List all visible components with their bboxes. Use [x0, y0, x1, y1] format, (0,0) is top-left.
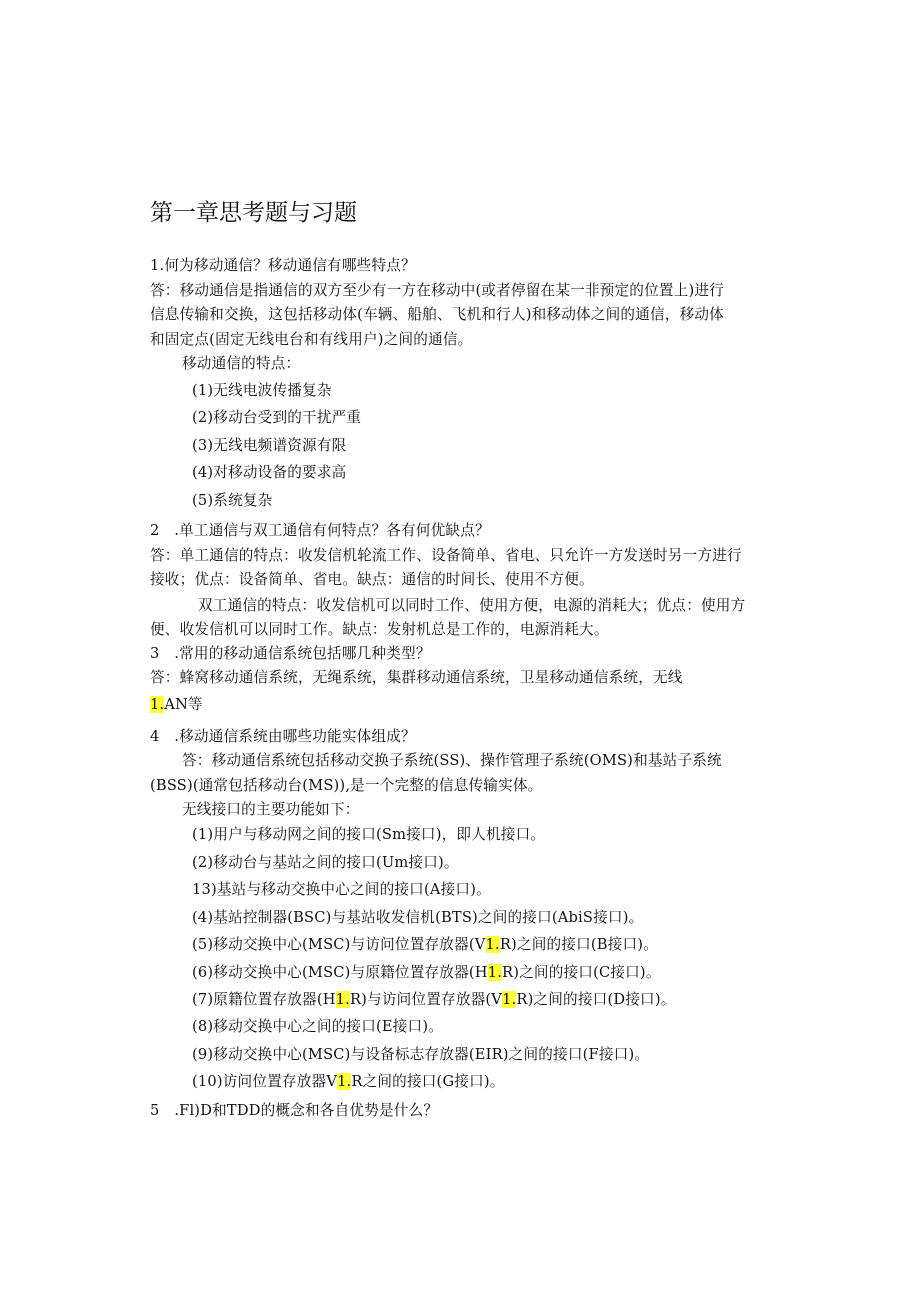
list-item: (2)移动台与基站之间的接口(Um接口)。 — [192, 854, 459, 871]
highlighted-text: 1. — [335, 991, 350, 1008]
list-item: (5)系统复杂 — [192, 492, 273, 509]
answer-line: (BSS)(通常包括移动台(MS)),是一个完整的信息传输实体。 — [150, 777, 543, 794]
answer-line: 便、收发信机可以同时工作。缺点：发射机总是工作的，电源消耗大。 — [150, 621, 609, 638]
answer-line: 答：蜂窝移动通信系统，无绳系统，集群移动通信系统，卫星移动通信系统，无线 — [150, 669, 683, 686]
list-item: (1)无线电波传播复杂 — [192, 382, 332, 399]
highlighted-text: 1. — [485, 936, 500, 953]
highlighted-text: 1. — [337, 1073, 352, 1090]
list-item: (3)无线电频谱资源有限 — [192, 437, 347, 454]
answer-line: 和固定点(固定无线电台和有线用户)之间的通信。 — [150, 331, 473, 348]
interface-heading: 无线接口的主要功能如下： — [182, 801, 360, 818]
list-item: (4)对移动设备的要求高 — [192, 464, 347, 481]
list-item: (7)原籍位置存放器(H1.R)与访问位置存放器(V1.R)之间的接口(D接口)。 — [192, 991, 676, 1008]
answer-line: 1.AN等 — [150, 696, 203, 713]
list-item: 13)基站与移动交换中心之间的接口(A接口)。 — [192, 881, 491, 898]
answer-line: 双工通信的特点：收发信机可以同时工作、使用方便，电源的消耗大；优点：使用方 — [198, 597, 746, 614]
highlighted-text: 1. — [502, 991, 517, 1008]
answer-line: 答：移动通信系统包括移动交换子系统(SS)、操作管理子系统(OMS)和基站子系统 — [182, 752, 722, 769]
answer-line: 答：移动通信是指通信的双方至少有一方在移动中(或者停留在某一非预定的位置上)进行 — [150, 282, 724, 299]
list-item: (8)移动交换中心之间的接口(E接口)。 — [192, 1018, 444, 1035]
question-5: 5 .Fl)D和TDD的概念和各自优势是什么？ — [150, 1102, 439, 1119]
question-1: 1.何为移动通信？移动通信有哪些特点？ — [150, 257, 416, 274]
answer-line: 接收；优点：设备简单、省电。缺点：通信的时间长、使用不方便。 — [150, 571, 594, 588]
question-2: 2 .单工通信与双工通信有何特点？各有何优缺点？ — [150, 522, 490, 539]
list-item: (6)移动交换中心(MSC)与原籍位置存放器(H1.R)之间的接口(C接口)。 — [192, 964, 661, 981]
list-item: (2)移动台受到的干扰严重 — [192, 409, 362, 426]
question-3: 3 .常用的移动通信系统包括哪几种类型？ — [150, 645, 431, 662]
list-item: (5)移动交换中心(MSC)与访问位置存放器(V1.R)之间的接口(B接口)。 — [192, 936, 658, 953]
list-item: (1)用户与移动网之间的接口(Sm接口)，即人机接口。 — [192, 826, 546, 843]
list-item: (10)访问位置存放器V1.R之间的接口(G接口)。 — [192, 1073, 505, 1090]
list-item: (9)移动交换中心(MSC)与设备标志存放器(EIR)之间的接口(F接口)。 — [192, 1046, 650, 1063]
highlighted-text: 1. — [487, 964, 503, 981]
feature-heading: 移动通信的特点： — [182, 355, 301, 372]
answer-line: 信息传输和交换，这包括移动体(车辆、船舶、飞机和行人)和移动体之间的通信，移动体 — [150, 306, 724, 323]
chapter-title: 第一章思考题与习题 — [150, 200, 357, 226]
question-4: 4 .移动通信系统由哪些功能实体组成？ — [150, 728, 416, 745]
list-item: (4)基站控制器(BSC)与基站收发信机(BTS)之间的接口(AbiS接口)。 — [192, 909, 644, 926]
highlighted-text: 1. — [150, 696, 165, 713]
answer-line: 答：单工通信的特点：收发信机轮流工作、设备简单、省电、只允许一方发送时另一方进行 — [150, 547, 742, 564]
